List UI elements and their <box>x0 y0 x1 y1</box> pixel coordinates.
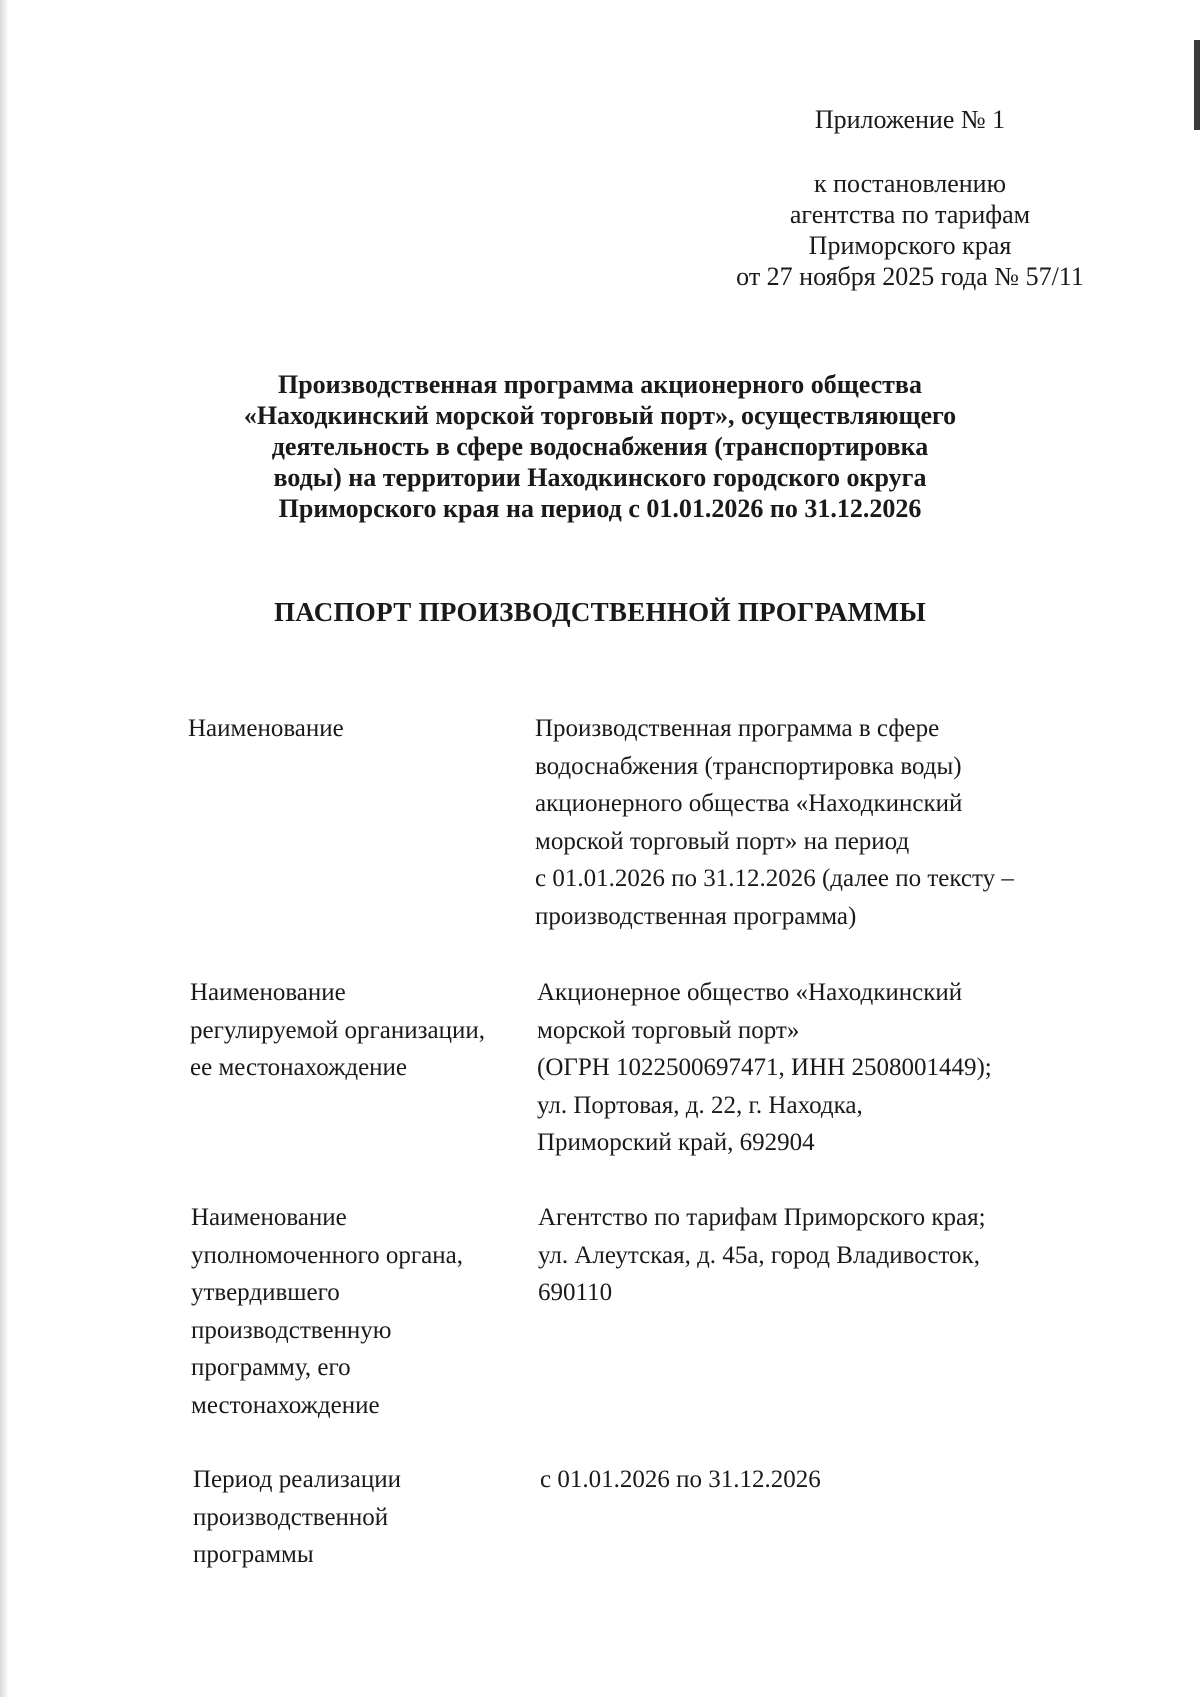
row-value-line: акционерного общества «Находкинский <box>535 790 963 817</box>
row-value-line: водоснабжения (транспортировка воды) <box>535 752 962 780</box>
row-label-line: ее местонахождение <box>190 1054 408 1081</box>
row-label <box>188 710 548 748</box>
row-value-line: Акционерное общество «Находкинский <box>537 979 963 1006</box>
row-label-line: Наименование <box>190 979 346 1006</box>
program-title <box>200 369 1000 524</box>
row-value-line: 690110 <box>538 1279 613 1306</box>
row-label-line: производственную <box>191 1316 392 1344</box>
row-label-line: регулируемой организации, <box>190 1016 485 1044</box>
row-label-line: производственной <box>193 1503 389 1531</box>
row-label-line: Наименование <box>191 1204 347 1231</box>
row-value-line: с 01.01.2026 по 31.12.2026 (далее по тексту – <box>535 865 1014 892</box>
annex-line: Приморского края <box>808 231 1012 260</box>
row-label-line: уполномоченного органа, <box>191 1241 463 1269</box>
program-title-line: Производственная программа акционерного общества <box>278 370 922 399</box>
program-title-line: Приморского края на период с 01.01.2026 по 31.12.2026 <box>278 494 922 523</box>
program-title-line: деятельность в сфере водоснабжения (транспортировка <box>271 432 929 461</box>
row-value-line: морской торговый порт» на период <box>535 827 910 855</box>
row-value-line: Производственная программа в сфере <box>535 715 940 742</box>
row-label-line: Наименование <box>188 715 344 742</box>
row-value-line: ул. Алеутская, д. 45а, город Владивосток, <box>538 1241 980 1269</box>
row-value-line: с 01.01.2026 по 31.12.2026 <box>540 1466 821 1493</box>
row-label <box>190 974 550 1087</box>
program-title-line: «Находкинский морской торговый порт», осуществляющего <box>243 401 957 430</box>
annex-line: агентства по тарифам <box>789 200 1031 229</box>
row-label-line: программу, его <box>191 1354 351 1381</box>
row-label-line: местонахождение <box>191 1391 380 1419</box>
row-value-line: ул. Портовая, д. 22, г. Находка, <box>537 1091 863 1119</box>
row-value-line: морской торговый порт» <box>537 1016 800 1044</box>
row-value <box>538 1199 1098 1312</box>
row-value-line: (ОГРН 1022500697471, ИНН 2508001449); <box>537 1054 992 1081</box>
annex-line: к постановлению <box>813 169 1007 198</box>
row-label-line: программы <box>193 1541 314 1568</box>
scan-right-edge-mark <box>1194 40 1200 130</box>
program-title-line: воды) на территории Находкинского городского округа <box>273 463 927 492</box>
annex-block <box>700 104 1120 292</box>
passport-heading: ПАСПОРТ ПРОИЗВОДСТВЕННОЙ ПРОГРАММЫ <box>273 597 927 627</box>
row-label <box>193 1461 553 1574</box>
scan-left-edge <box>0 0 9 1697</box>
row-label <box>191 1199 551 1424</box>
row-value-line: Агентство по тарифам Приморского края; <box>538 1204 986 1231</box>
row-value <box>535 710 1095 935</box>
row-label-line: Период реализации <box>193 1466 401 1493</box>
annex-title: Приложение № 1 <box>814 105 1006 134</box>
row-value-line: производственная программа) <box>535 902 857 930</box>
row-value <box>540 1461 1100 1499</box>
row-label-line: утвердившего <box>191 1279 340 1306</box>
row-value-line: Приморский край, 692904 <box>537 1129 815 1156</box>
row-value <box>537 974 1097 1162</box>
annex-date-number: от 27 ноября 2025 года № 57/11 <box>736 262 1084 291</box>
